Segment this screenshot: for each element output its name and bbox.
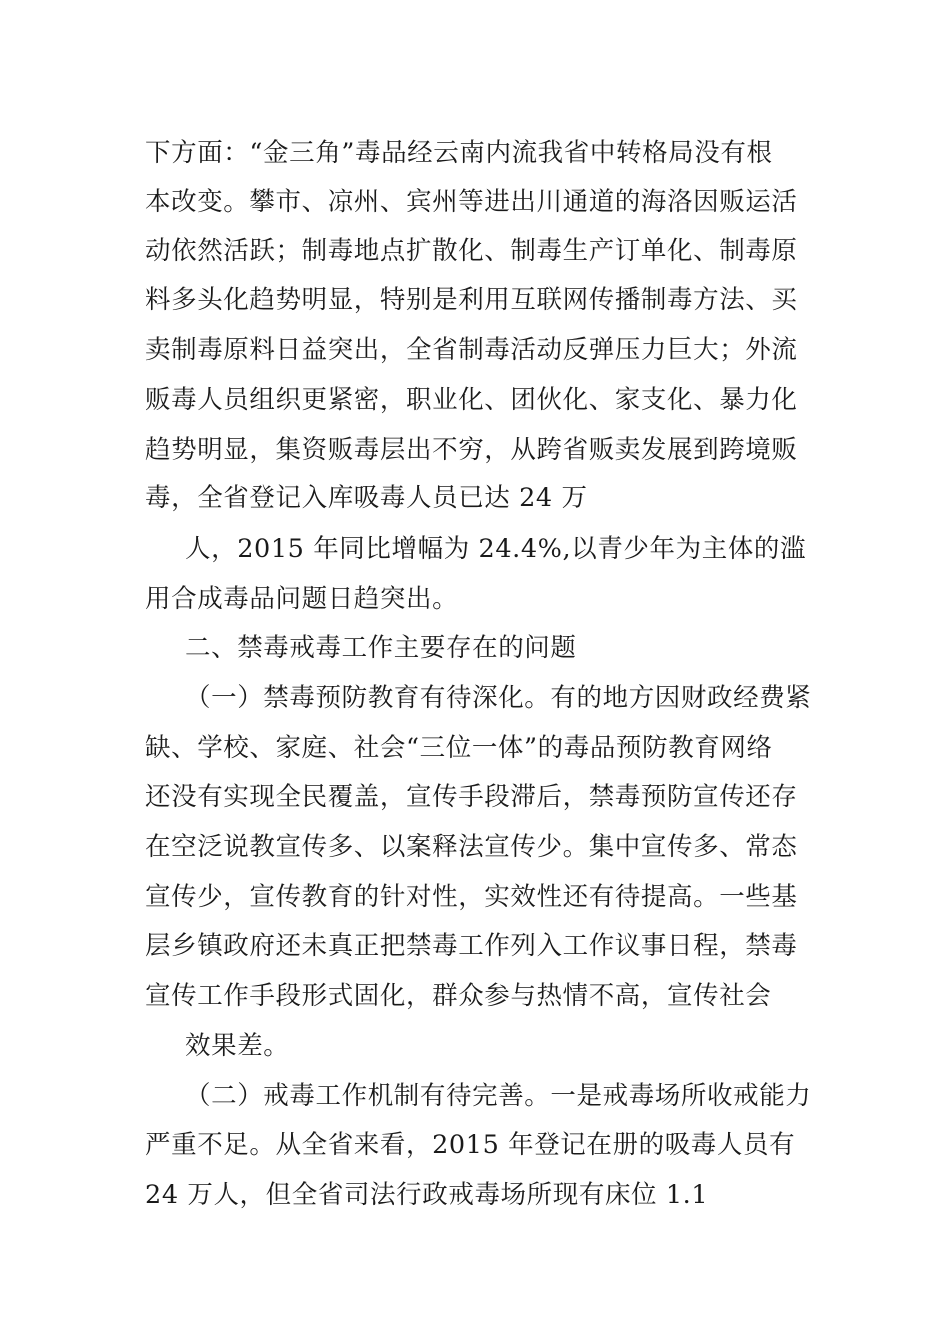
text-line: 层乡镇政府还未真正把禁毒工作列入工作议事日程，禁毒 bbox=[145, 931, 798, 961]
text-line: 毒，全省登记入库吸毒人员已达 24 万 bbox=[145, 483, 588, 513]
text-line: 贩毒人员组织更紧密，职业化、团伙化、家支化、暴力化 bbox=[145, 385, 798, 415]
text-line: 效果差。 bbox=[185, 1031, 290, 1061]
text-line: 料多头化趋势明显，特别是利用互联网传播制毒方法、买 bbox=[145, 285, 798, 315]
text-line: 卖制毒原料日益突出，全省制毒活动反弹压力巨大；外流 bbox=[145, 335, 798, 365]
text-line: 宣传工作手段形式固化，群众参与热情不高，宣传社会 bbox=[145, 981, 772, 1011]
text-line: 人，2015 年同比增幅为 24.4%,以青少年为主体的滥 bbox=[185, 534, 807, 564]
text-line: 下方面：“金三角”毒品经云南内流我省中转格局没有根 bbox=[145, 138, 773, 168]
text-line: 严重不足。从全省来看，2015 年登记在册的吸毒人员有 bbox=[145, 1130, 796, 1160]
text-line: 趋势明显，集资贩毒层出不穷，从跨省贩卖发展到跨境贩 bbox=[145, 435, 798, 465]
subsection-heading-line: （二）戒毒工作机制有待完善。一是戒毒场所收戒能力 bbox=[185, 1081, 812, 1111]
text-line: 还没有实现全民覆盖，宣传手段滞后，禁毒预防宣传还存 bbox=[145, 782, 798, 812]
text-line: 动依然活跃；制毒地点扩散化、制毒生产订单化、制毒原 bbox=[145, 236, 798, 266]
subsection-heading-line: （一）禁毒预防教育有待深化。有的地方因财政经费紧 bbox=[185, 683, 812, 713]
text-line: 24 万人，但全省司法行政戒毒场所现有床位 1.1 bbox=[145, 1180, 709, 1210]
section-heading: 二、禁毒戒毒工作主要存在的问题 bbox=[185, 633, 577, 663]
text-line: 在空泛说教宣传多、以案释法宣传少。集中宣传多、常态 bbox=[145, 832, 798, 862]
text-line: 本改变。攀市、凉州、宾州等进出川通道的海洛因贩运活 bbox=[145, 187, 798, 217]
text-line: 缺、学校、家庭、社会“三位一体”的毒品预防教育网络 bbox=[145, 733, 773, 763]
text-line: 宣传少，宣传教育的针对性，实效性还有待提高。一些基 bbox=[145, 882, 798, 912]
text-line: 用合成毒品问题日趋突出。 bbox=[145, 584, 459, 614]
